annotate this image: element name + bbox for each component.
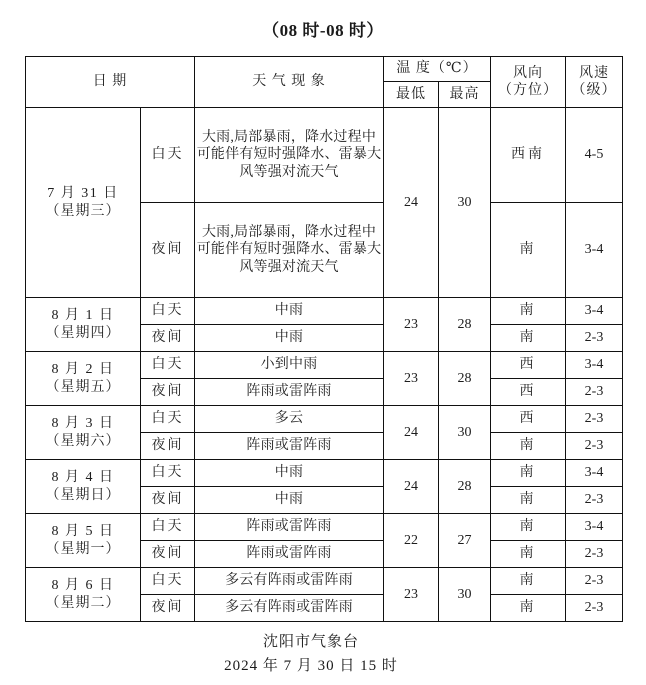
- wind-direction-day: 南: [491, 298, 566, 325]
- wind-direction-day: 西: [491, 406, 566, 433]
- temp-max: 27: [439, 514, 491, 568]
- temp-max: 30: [439, 108, 491, 298]
- date-cell: [26, 568, 141, 622]
- wind-direction-night: 南: [491, 325, 566, 352]
- wind-direction-night: 南: [491, 541, 566, 568]
- date-line-2: （星期五）: [45, 379, 121, 395]
- weather-day: 阵雨或雷阵雨: [195, 514, 384, 541]
- weather-day: 大雨,局部暴雨，降水过程中可能伴有短时强降水、雷暴大风等强对流天气: [195, 108, 384, 203]
- date-cell: [26, 406, 141, 460]
- temp-min: 23: [384, 298, 439, 352]
- page-title: （08 时-08 时）: [262, 21, 384, 40]
- wind-speed-night: 2-3: [566, 487, 623, 514]
- wind-speed-night: 2-3: [566, 595, 623, 622]
- wind-direction-day: 南: [491, 460, 566, 487]
- weather-forecast-table: [25, 56, 623, 622]
- period-day: 白天: [141, 460, 195, 487]
- date-line-2: （星期三）: [45, 203, 121, 219]
- table-row: [26, 514, 623, 541]
- wind-speed-day: 4-5: [566, 108, 623, 203]
- wind-direction-day: 南: [491, 514, 566, 541]
- period-night: 夜间: [141, 595, 195, 622]
- weather-night: 多云有阵雨或雷阵雨: [195, 595, 384, 622]
- header-temperature: 温 度（℃）: [384, 57, 491, 82]
- issuing-organization: 沈阳市气象台: [262, 634, 359, 650]
- weather-night: 阵雨或雷阵雨: [195, 541, 384, 568]
- date-cell: [26, 108, 141, 298]
- footer: [0, 630, 622, 678]
- weather-night: 中雨: [195, 325, 384, 352]
- temp-max: 30: [439, 568, 491, 622]
- wind-direction-night: 南: [491, 203, 566, 298]
- wind-direction-night: 南: [491, 487, 566, 514]
- period-day: 白天: [141, 514, 195, 541]
- date-line-2: （星期一）: [45, 541, 121, 557]
- period-day: 白天: [141, 108, 195, 203]
- weather-day: 小到中雨: [195, 352, 384, 379]
- date-line-1: 8 月 4 日: [51, 470, 115, 485]
- wind-speed-day: 3-4: [566, 514, 623, 541]
- period-night: 夜间: [141, 379, 195, 406]
- table-row: [26, 568, 623, 595]
- weather-night: 阵雨或雷阵雨: [195, 433, 384, 460]
- wind-direction-day: 南: [491, 568, 566, 595]
- table-row: [26, 298, 623, 325]
- table-row: [26, 406, 623, 433]
- weather-night: 中雨: [195, 487, 384, 514]
- temp-min: 23: [384, 568, 439, 622]
- temp-min: 22: [384, 514, 439, 568]
- wind-speed-night: 3-4: [566, 203, 623, 298]
- date-line-1: 8 月 3 日: [51, 416, 115, 431]
- weather-day: 中雨: [195, 298, 384, 325]
- date-cell: [26, 514, 141, 568]
- date-line-1: 8 月 6 日: [51, 578, 115, 593]
- period-day: 白天: [141, 352, 195, 379]
- date-line-2: （星期二）: [45, 595, 121, 611]
- temp-min: 23: [384, 352, 439, 406]
- temp-min: 24: [384, 406, 439, 460]
- period-night: 夜间: [141, 433, 195, 460]
- wind-speed-day: 3-4: [566, 298, 623, 325]
- date-line-1: 8 月 5 日: [51, 524, 115, 539]
- wind-speed-day: 3-4: [566, 460, 623, 487]
- period-day: 白天: [141, 406, 195, 433]
- wind-speed-day: 3-4: [566, 352, 623, 379]
- date-line-1: 8 月 1 日: [51, 308, 115, 323]
- wind-speed-night: 2-3: [566, 541, 623, 568]
- header-wind-speed: [566, 57, 623, 108]
- date-line-1: 7 月 31 日: [47, 186, 119, 201]
- date-line-1: 8 月 2 日: [51, 362, 115, 377]
- table-row: [26, 352, 623, 379]
- header-temp-min: 最低: [384, 82, 439, 108]
- temp-min: 24: [384, 108, 439, 298]
- header-temp-max: 最高: [439, 82, 491, 108]
- header-wind-direction-line1: 风向: [513, 65, 544, 81]
- weather-night: 阵雨或雷阵雨: [195, 379, 384, 406]
- header-weather: 天 气 现 象: [195, 57, 384, 108]
- temp-max: 28: [439, 298, 491, 352]
- temp-min: 24: [384, 460, 439, 514]
- wind-direction-night: 南: [491, 595, 566, 622]
- wind-speed-night: 2-3: [566, 379, 623, 406]
- temp-max: 28: [439, 352, 491, 406]
- period-night: 夜间: [141, 203, 195, 298]
- wind-speed-day: 2-3: [566, 568, 623, 595]
- period-night: 夜间: [141, 541, 195, 568]
- header-date: 日 期: [26, 57, 195, 108]
- table-row: [26, 460, 623, 487]
- table-body: [26, 108, 623, 622]
- date-cell: [26, 298, 141, 352]
- temp-max: 28: [439, 460, 491, 514]
- table-row: [26, 108, 623, 203]
- period-day: 白天: [141, 568, 195, 595]
- wind-direction-night: 南: [491, 433, 566, 460]
- weather-day: 多云: [195, 406, 384, 433]
- header-wind-direction: [491, 57, 566, 108]
- period-day: 白天: [141, 298, 195, 325]
- date-line-2: （星期四）: [45, 325, 121, 341]
- weather-night: 大雨,局部暴雨，降水过程中可能伴有短时强降水、雷暴大风等强对流天气: [195, 203, 384, 298]
- weather-day: 多云有阵雨或雷阵雨: [195, 568, 384, 595]
- wind-direction-day: 西南: [491, 108, 566, 203]
- date-line-2: （星期日）: [45, 487, 121, 503]
- issue-timestamp: 2024 年 7 月 30 日 15 时: [224, 658, 398, 674]
- date-cell: [26, 352, 141, 406]
- wind-speed-day: 2-3: [566, 406, 623, 433]
- wind-speed-night: 2-3: [566, 433, 623, 460]
- weather-day: 中雨: [195, 460, 384, 487]
- header-wind-direction-line2: （方位）: [498, 83, 559, 98]
- period-night: 夜间: [141, 487, 195, 514]
- date-cell: [26, 460, 141, 514]
- date-line-2: （星期六）: [45, 433, 121, 449]
- wind-direction-night: 西: [491, 379, 566, 406]
- table-header: [26, 57, 623, 108]
- temp-max: 30: [439, 406, 491, 460]
- wind-direction-day: 西: [491, 352, 566, 379]
- period-night: 夜间: [141, 325, 195, 352]
- header-wind-speed-line1: 风速: [579, 65, 610, 81]
- header-wind-speed-line2: （级）: [571, 83, 617, 98]
- wind-speed-night: 2-3: [566, 325, 623, 352]
